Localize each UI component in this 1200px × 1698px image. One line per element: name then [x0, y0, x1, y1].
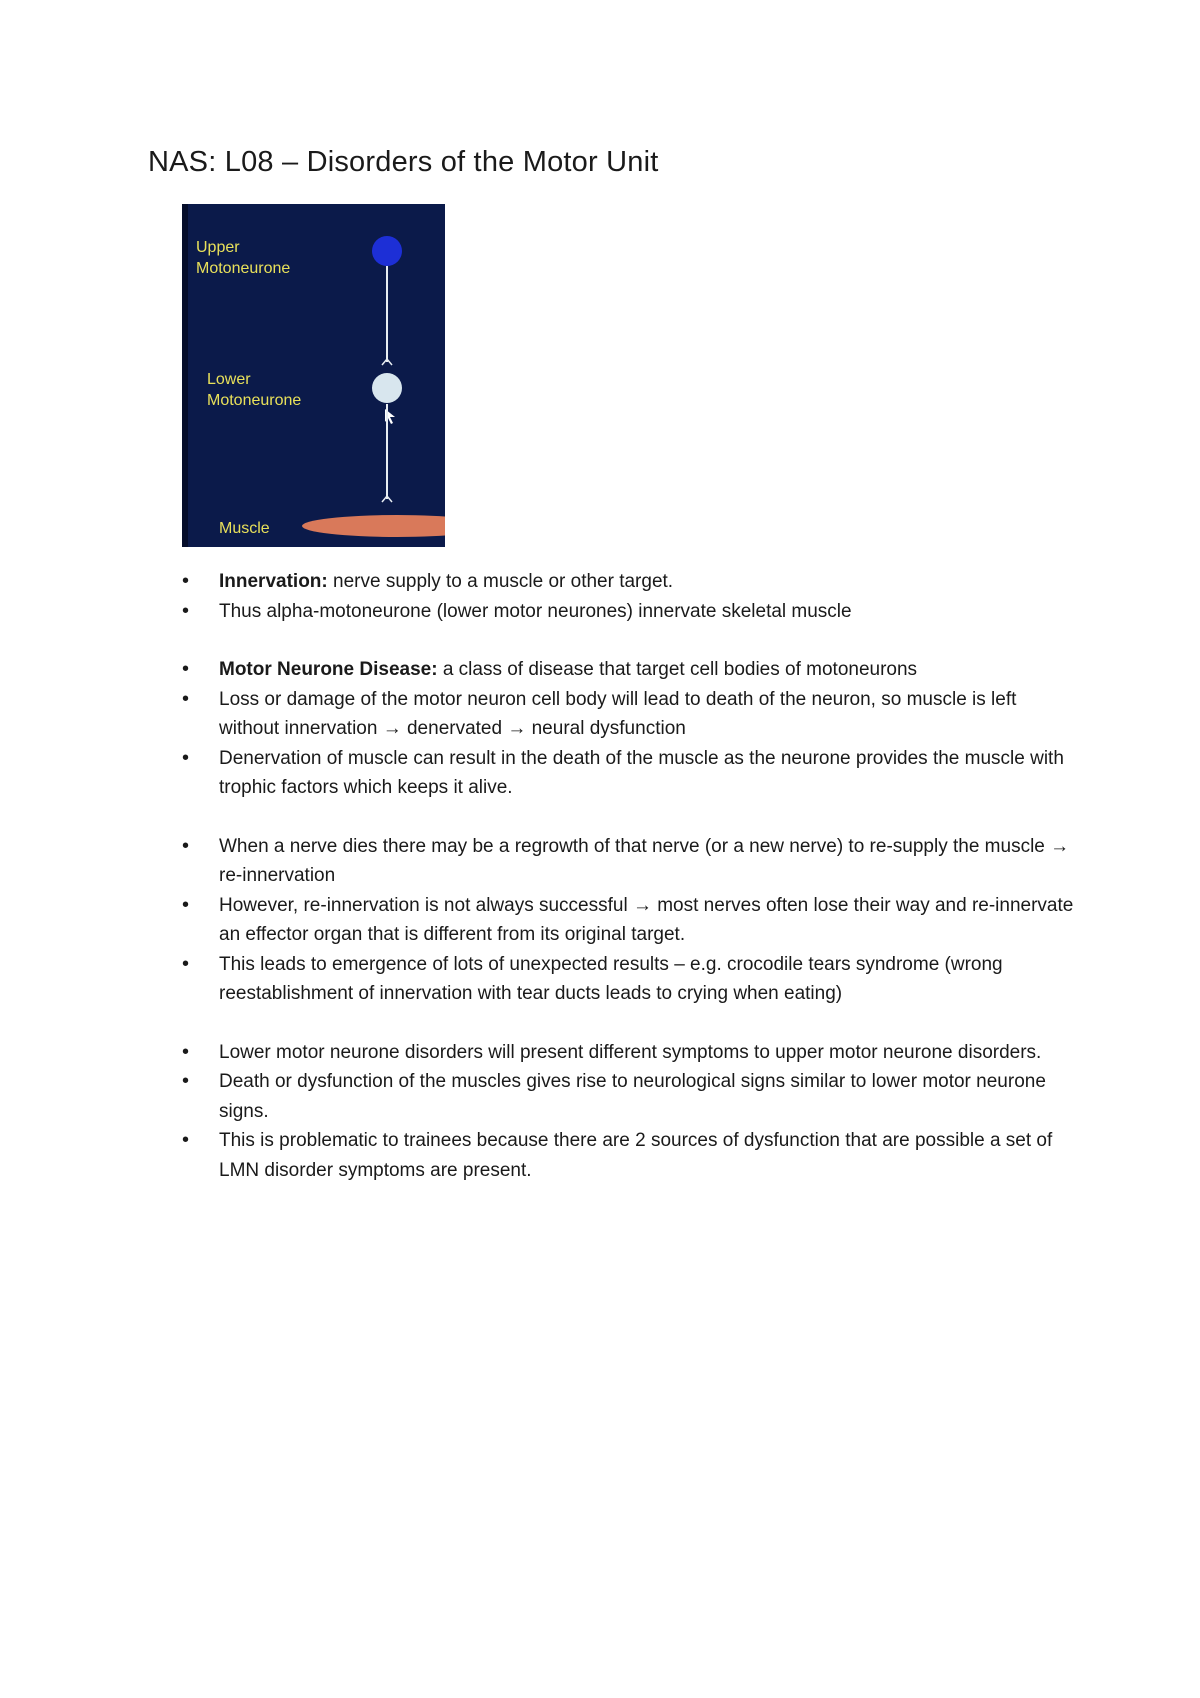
muscle-label: Muscle — [219, 520, 270, 537]
list-item — [180, 891, 1080, 950]
bullet-text: a class of disease that target cell bodies of motoneurons — [437, 659, 918, 680]
bullet-term: Innervation: — [219, 571, 328, 592]
motor-unit-figure — [182, 204, 445, 547]
page-title: NAS: L08 – Disorders of the Motor Unit — [148, 146, 659, 178]
bullet-text: Loss or damage of the motor neuron cell body will lead to death of the neuron, so muscle is left without innervation → denervated → neural dysfunction — [219, 688, 1017, 739]
list-item — [180, 567, 1080, 597]
list-item — [180, 1067, 1080, 1126]
lower-neuron-body — [372, 373, 402, 403]
figure-left-border — [182, 204, 188, 547]
upper-motoneurone-label — [196, 237, 290, 279]
list-item — [180, 950, 1080, 1009]
bullet-text: This leads to emergence of lots of unexpected results – e.g. crocodile tears syndrome (wrong reestablishment of innervation with tear ducts leads to crying when eating) — [219, 953, 1003, 1004]
bullet-list — [180, 567, 1080, 1185]
bullet-term: Motor Neurone Disease: — [219, 659, 438, 680]
upper-label-line-1: Upper — [196, 239, 240, 256]
bullet-text: This is problematic to trainees because there are 2 sources of dysfunction that are possible a set of LMN disorder symptoms are present. — [219, 1130, 1053, 1181]
bullet-text: nerve supply to a muscle or other target. — [327, 571, 674, 592]
lower-label-line-1: Lower — [207, 371, 251, 388]
upper-neuron-body — [372, 236, 402, 266]
list-item — [180, 685, 1080, 744]
list-item — [180, 744, 1080, 803]
list-item — [180, 655, 1080, 685]
bullet-text: Thus alpha-motoneurone (lower motor neurones) innervate skeletal muscle — [219, 600, 852, 622]
lower-label-line-2: Motoneurone — [207, 392, 302, 409]
bullet-text: However, re-innervation is not always successful → most nerves often lose their way and re-innervate an effector organ that is different from its original target. — [219, 894, 1074, 945]
list-item — [180, 1038, 1080, 1068]
muscle-shape — [302, 515, 445, 537]
upper-label-line-2: Motoneurone — [196, 260, 291, 277]
list-item — [180, 832, 1080, 891]
bullet-text: When a nerve dies there may be a regrowth of that nerve (or a new nerve) to re-supply the muscle → re-innervation — [219, 835, 1070, 886]
bullet-text: Denervation of muscle can result in the death of the muscle as the neurone provides the muscle with trophic factors which keeps it alive. — [219, 747, 1064, 798]
list-item — [180, 1126, 1080, 1185]
bullet-text: Death or dysfunction of the muscles gives rise to neurological signs similar to lower motor neurone signs. — [219, 1071, 1046, 1122]
lower-motoneurone-label — [207, 369, 301, 411]
bullet-text: Lower motor neurone disorders will present different symptoms to upper motor neurone disorders. — [219, 1041, 1042, 1063]
list-item — [180, 597, 1080, 627]
